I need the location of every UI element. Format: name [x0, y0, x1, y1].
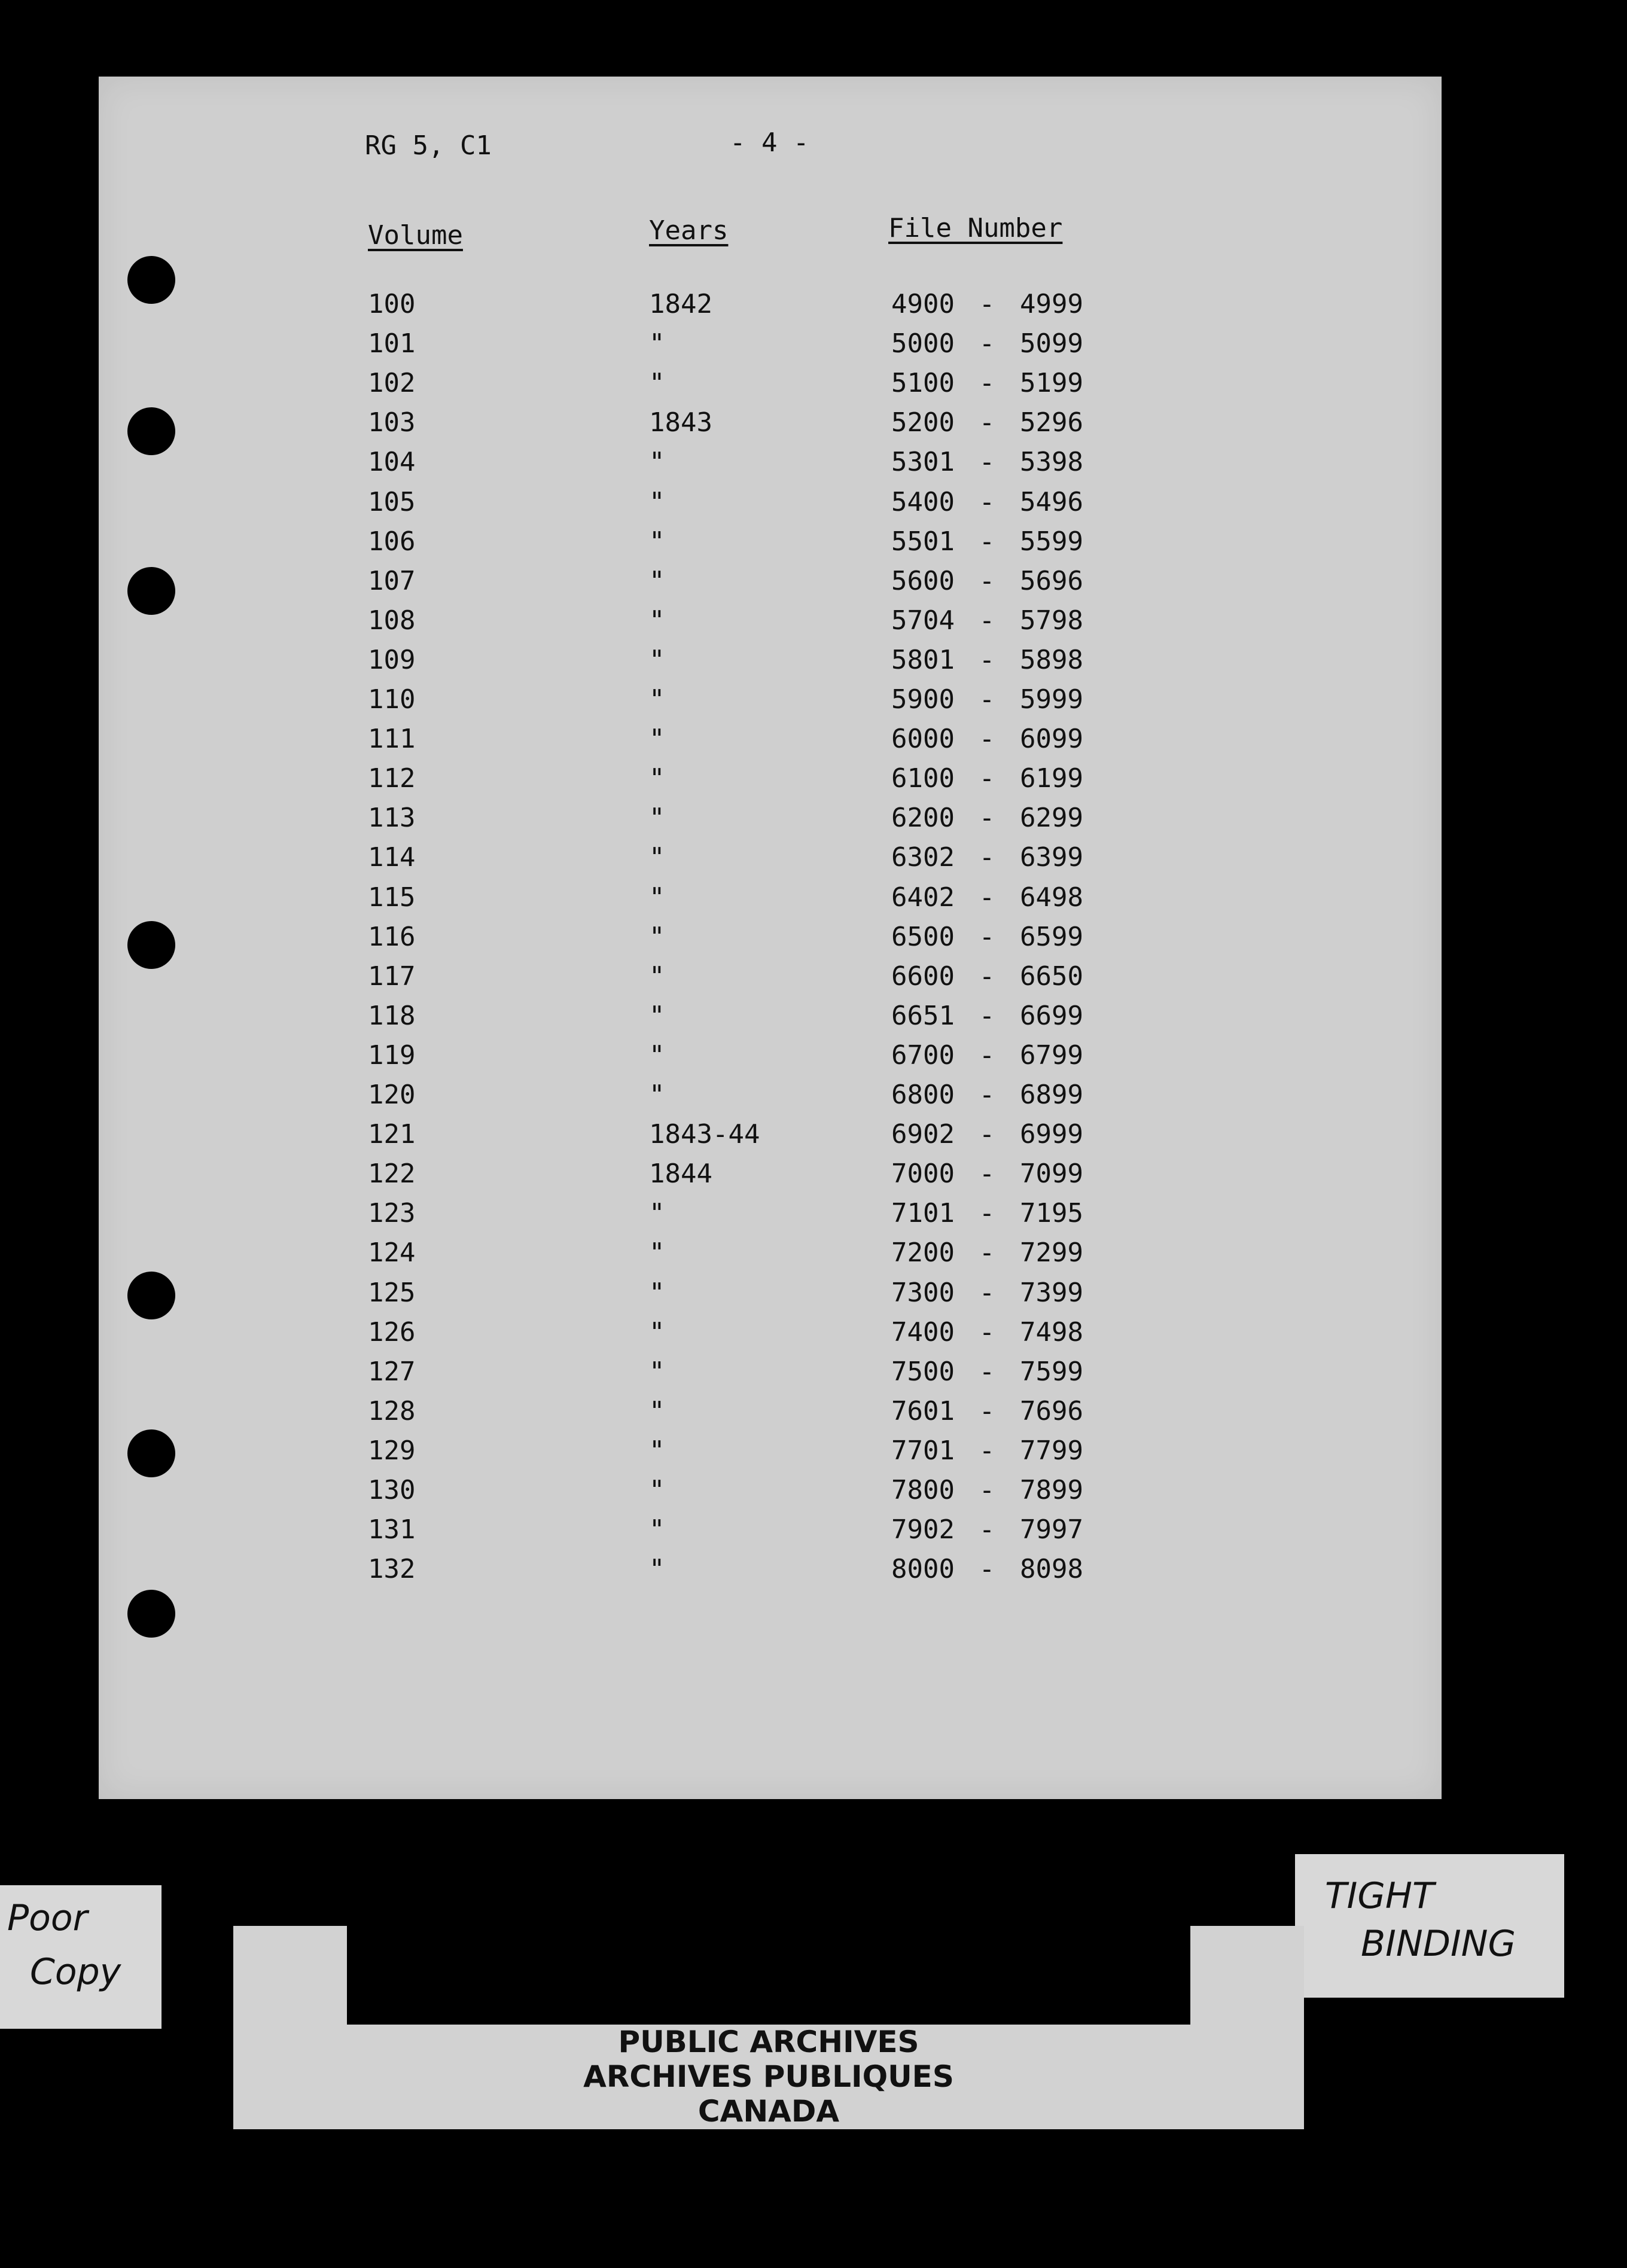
- file-end-cell: 7599: [1020, 1356, 1083, 1387]
- file-end-cell: 7696: [1020, 1395, 1083, 1426]
- file-start-cell: 7701: [891, 1435, 955, 1466]
- range-dash: -: [979, 1080, 995, 1110]
- years-cell: ": [649, 1316, 665, 1348]
- file-end-cell: 6199: [1020, 763, 1083, 794]
- file-end-cell: 5898: [1020, 644, 1083, 675]
- table-row: [99, 1001, 1442, 1040]
- file-start-cell: 5000: [891, 328, 955, 359]
- volume-cell: 104: [368, 447, 416, 478]
- note-line: BINDING: [1361, 1923, 1516, 1965]
- range-dash: -: [979, 961, 995, 992]
- table-row: [99, 1475, 1442, 1514]
- range-dash: -: [979, 486, 995, 517]
- years-cell: ": [649, 763, 665, 794]
- years-cell: ": [649, 605, 665, 636]
- file-start-cell: 5600: [891, 565, 955, 596]
- range-dash: -: [979, 1198, 995, 1229]
- page-number: - 4 -: [730, 127, 809, 158]
- table-row: [99, 1435, 1442, 1475]
- table-row: [99, 1356, 1442, 1396]
- volume-cell: 129: [368, 1435, 416, 1466]
- years-cell: 1844: [649, 1159, 712, 1190]
- range-dash: -: [979, 842, 995, 873]
- range-dash: -: [979, 803, 995, 834]
- file-start-cell: 5200: [891, 407, 955, 438]
- table-row: [99, 1237, 1442, 1277]
- table-row: [99, 803, 1442, 842]
- table-row: [99, 1119, 1442, 1159]
- years-cell: ": [649, 1277, 665, 1308]
- volume-cell: 111: [368, 724, 416, 755]
- note-line: Copy: [30, 1951, 121, 1993]
- years-cell: ": [649, 526, 665, 557]
- stamp-line: ARCHIVES PUBLIQUES: [583, 2059, 954, 2094]
- volume-cell: 102: [368, 368, 416, 399]
- file-end-cell: 7099: [1020, 1159, 1083, 1190]
- volume-cell: 121: [368, 1119, 416, 1150]
- volume-cell: 115: [368, 882, 416, 913]
- years-cell: ": [649, 1356, 665, 1387]
- years-cell: ": [649, 328, 665, 359]
- file-end-cell: 6799: [1020, 1040, 1083, 1071]
- range-dash: -: [979, 763, 995, 794]
- range-dash: -: [979, 644, 995, 675]
- file-end-cell: 6650: [1020, 961, 1083, 992]
- file-start-cell: 5704: [891, 605, 955, 636]
- volume-cell: 130: [368, 1475, 416, 1505]
- volume-cell: 112: [368, 763, 416, 794]
- file-start-cell: 6302: [891, 842, 955, 873]
- volume-cell: 128: [368, 1395, 416, 1426]
- file-start-cell: 5501: [891, 526, 955, 557]
- years-cell: 1843: [649, 407, 712, 438]
- range-dash: -: [979, 1277, 995, 1308]
- file-start-cell: 7601: [891, 1395, 955, 1426]
- years-cell: ": [649, 565, 665, 596]
- file-end-cell: 7498: [1020, 1316, 1083, 1348]
- volume-cell: 110: [368, 684, 416, 715]
- range-dash: -: [979, 526, 995, 557]
- file-start-cell: 7000: [891, 1159, 955, 1190]
- volume-cell: 132: [368, 1554, 416, 1585]
- years-cell: ": [649, 1514, 665, 1545]
- range-dash: -: [979, 328, 995, 359]
- frame-opening: [347, 1926, 1190, 2025]
- volume-cell: 125: [368, 1277, 416, 1308]
- volume-cell: 127: [368, 1356, 416, 1387]
- range-dash: -: [979, 1316, 995, 1348]
- table-row: [99, 328, 1442, 368]
- range-dash: -: [979, 921, 995, 952]
- file-end-cell: 7299: [1020, 1237, 1083, 1269]
- years-cell: ": [649, 1554, 665, 1585]
- range-dash: -: [979, 684, 995, 715]
- table-row: [99, 1554, 1442, 1593]
- range-dash: -: [979, 1514, 995, 1545]
- volume-cell: 103: [368, 407, 416, 438]
- record-group-reference: RG 5, C1: [365, 130, 492, 161]
- file-end-cell: 6399: [1020, 842, 1083, 873]
- file-end-cell: 5696: [1020, 565, 1083, 596]
- file-end-cell: 6999: [1020, 1119, 1083, 1150]
- file-end-cell: 5496: [1020, 486, 1083, 517]
- table-row: [99, 605, 1442, 645]
- stamp-line: CANADA: [697, 2094, 840, 2129]
- file-start-cell: 4900: [891, 289, 955, 319]
- years-cell: ": [649, 1237, 665, 1269]
- file-start-cell: 6100: [891, 763, 955, 794]
- table-row: [99, 368, 1442, 407]
- file-start-cell: 7902: [891, 1514, 955, 1545]
- column-header-years: Years: [649, 215, 729, 246]
- range-dash: -: [979, 1435, 995, 1466]
- range-dash: -: [979, 565, 995, 596]
- poor-copy-note: [0, 1885, 162, 2029]
- volume-cell: 122: [368, 1159, 416, 1190]
- table-row: [99, 842, 1442, 882]
- file-start-cell: 6902: [891, 1119, 955, 1150]
- file-end-cell: 5199: [1020, 368, 1083, 399]
- table-row: [99, 1040, 1442, 1080]
- file-start-cell: 8000: [891, 1554, 955, 1585]
- stamp-line: PUBLIC ARCHIVES: [618, 2025, 919, 2059]
- volume-cell: 118: [368, 1000, 416, 1031]
- table-row: [99, 1198, 1442, 1237]
- years-cell: ": [649, 1000, 665, 1031]
- volume-cell: 106: [368, 526, 416, 557]
- file-start-cell: 6600: [891, 961, 955, 992]
- years-cell: ": [649, 1198, 665, 1229]
- file-end-cell: 6699: [1020, 1000, 1083, 1031]
- file-end-cell: 7399: [1020, 1277, 1083, 1308]
- file-start-cell: 5900: [891, 684, 955, 715]
- file-end-cell: 6299: [1020, 803, 1083, 834]
- years-cell: ": [649, 842, 665, 873]
- table-row: [99, 1159, 1442, 1198]
- file-start-cell: 6500: [891, 921, 955, 952]
- file-start-cell: 5301: [891, 447, 955, 478]
- table-row: [99, 1514, 1442, 1554]
- years-cell: ": [649, 1080, 665, 1110]
- table-row: [99, 724, 1442, 763]
- file-start-cell: 6700: [891, 1040, 955, 1071]
- file-start-cell: 6000: [891, 724, 955, 755]
- file-start-cell: 7400: [891, 1316, 955, 1348]
- file-start-cell: 6402: [891, 882, 955, 913]
- range-dash: -: [979, 724, 995, 755]
- volume-cell: 109: [368, 644, 416, 675]
- volume-cell: 126: [368, 1316, 416, 1348]
- years-cell: ": [649, 803, 665, 834]
- range-dash: -: [979, 1040, 995, 1071]
- years-cell: ": [649, 724, 665, 755]
- file-end-cell: 6899: [1020, 1080, 1083, 1110]
- table-row: [99, 1080, 1442, 1119]
- volume-cell: 108: [368, 605, 416, 636]
- tight-binding-note: [1295, 1854, 1564, 1998]
- volume-cell: 107: [368, 565, 416, 596]
- note-line: Poor: [7, 1897, 88, 1939]
- volume-cell: 116: [368, 921, 416, 952]
- range-dash: -: [979, 1356, 995, 1387]
- file-start-cell: 6800: [891, 1080, 955, 1110]
- years-cell: ": [649, 961, 665, 992]
- range-dash: -: [979, 1119, 995, 1150]
- range-dash: -: [979, 407, 995, 438]
- archives-stamp: [233, 2025, 1304, 2129]
- file-end-cell: 6599: [1020, 921, 1083, 952]
- table-row: [99, 684, 1442, 724]
- table-row: [99, 447, 1442, 486]
- file-end-cell: 5398: [1020, 447, 1083, 478]
- file-end-cell: 6099: [1020, 724, 1083, 755]
- years-cell: ": [649, 644, 665, 675]
- years-cell: ": [649, 1435, 665, 1466]
- years-cell: 1843-44: [649, 1119, 760, 1150]
- table-row: [99, 526, 1442, 566]
- years-cell: ": [649, 368, 665, 399]
- table-row: [99, 407, 1442, 447]
- table-row: [99, 566, 1442, 605]
- volume-cell: 131: [368, 1514, 416, 1545]
- years-cell: ": [649, 486, 665, 517]
- range-dash: -: [979, 447, 995, 478]
- years-cell: ": [649, 1475, 665, 1505]
- volume-cell: 123: [368, 1198, 416, 1229]
- file-start-cell: 7300: [891, 1277, 955, 1308]
- file-end-cell: 7195: [1020, 1198, 1083, 1229]
- range-dash: -: [979, 289, 995, 319]
- volume-cell: 117: [368, 961, 416, 992]
- volume-cell: 101: [368, 328, 416, 359]
- punch-hole: [127, 1590, 175, 1638]
- file-start-cell: 6200: [891, 803, 955, 834]
- range-dash: -: [979, 1554, 995, 1585]
- file-start-cell: 6651: [891, 1000, 955, 1031]
- years-cell: ": [649, 921, 665, 952]
- file-end-cell: 4999: [1020, 289, 1083, 319]
- volume-cell: 105: [368, 486, 416, 517]
- table-row: [99, 1317, 1442, 1356]
- file-end-cell: 5099: [1020, 328, 1083, 359]
- file-end-cell: 5798: [1020, 605, 1083, 636]
- file-end-cell: 7899: [1020, 1475, 1083, 1505]
- file-start-cell: 5400: [891, 486, 955, 517]
- file-end-cell: 5999: [1020, 684, 1083, 715]
- file-start-cell: 7200: [891, 1237, 955, 1269]
- file-end-cell: 6498: [1020, 882, 1083, 913]
- table-row: [99, 763, 1442, 803]
- file-end-cell: 8098: [1020, 1554, 1083, 1585]
- range-dash: -: [979, 1000, 995, 1031]
- table-row: [99, 922, 1442, 961]
- file-end-cell: 5599: [1020, 526, 1083, 557]
- volume-cell: 124: [368, 1237, 416, 1269]
- range-dash: -: [979, 1395, 995, 1426]
- volume-cell: 100: [368, 289, 416, 319]
- table-row: [99, 1396, 1442, 1435]
- file-start-cell: 7500: [891, 1356, 955, 1387]
- file-end-cell: 5296: [1020, 407, 1083, 438]
- table-row: [99, 961, 1442, 1001]
- table-row: [99, 882, 1442, 922]
- table-row: [99, 487, 1442, 526]
- file-start-cell: 7800: [891, 1475, 955, 1505]
- volume-cell: 114: [368, 842, 416, 873]
- typed-page: [99, 77, 1442, 1799]
- years-cell: 1842: [649, 289, 712, 319]
- range-dash: -: [979, 1237, 995, 1269]
- file-start-cell: 7101: [891, 1198, 955, 1229]
- years-cell: ": [649, 684, 665, 715]
- range-dash: -: [979, 368, 995, 399]
- volume-cell: 120: [368, 1080, 416, 1110]
- file-start-cell: 5100: [891, 368, 955, 399]
- volume-cell: 113: [368, 803, 416, 834]
- volume-cell: 119: [368, 1040, 416, 1071]
- file-end-cell: 7799: [1020, 1435, 1083, 1466]
- range-dash: -: [979, 882, 995, 913]
- years-cell: ": [649, 447, 665, 478]
- table-row: [99, 289, 1442, 328]
- table-row: [99, 645, 1442, 684]
- range-dash: -: [979, 1159, 995, 1190]
- years-cell: ": [649, 882, 665, 913]
- range-dash: -: [979, 1475, 995, 1505]
- file-start-cell: 5801: [891, 644, 955, 675]
- years-cell: ": [649, 1395, 665, 1426]
- range-dash: -: [979, 605, 995, 636]
- note-line: TIGHT: [1325, 1875, 1434, 1917]
- file-end-cell: 7997: [1020, 1514, 1083, 1545]
- column-header-file-number: File Number: [888, 213, 1063, 243]
- years-cell: ": [649, 1040, 665, 1071]
- table-row: [99, 1278, 1442, 1317]
- column-header-volume: Volume: [368, 220, 463, 251]
